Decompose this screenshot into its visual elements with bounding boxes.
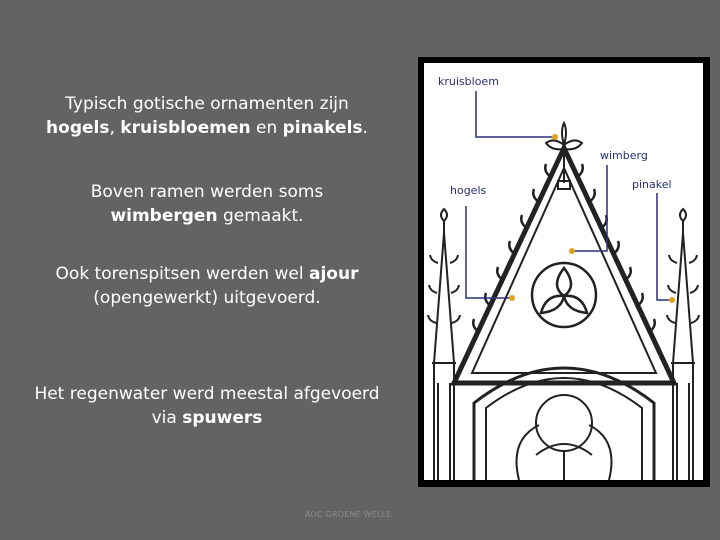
paragraph-wimbergen xyxy=(22,180,392,228)
leader-pinakel xyxy=(657,193,672,300)
gothic-ornament-figure xyxy=(418,57,710,487)
trefoil xyxy=(532,263,596,327)
paragraph-ajour xyxy=(22,262,392,310)
paragraph-ornaments xyxy=(22,92,392,140)
leader-hogels xyxy=(466,206,512,298)
label-kruisbloem: kruisbloem xyxy=(438,75,499,88)
leader-kruisbloem xyxy=(476,91,555,137)
text: en xyxy=(250,118,283,138)
footer-label: AOC GROENE WELLE xyxy=(305,510,392,519)
text: . xyxy=(362,118,368,138)
paragraph-spuwers xyxy=(22,382,392,430)
text: Het regenwater werd meestal afgevoerd via xyxy=(34,384,380,428)
term-wimbergen: wimbergen xyxy=(110,206,218,226)
label-pinakel: pinakel xyxy=(632,178,672,191)
text: gemaakt. xyxy=(217,206,304,226)
left-pinnacle xyxy=(428,209,460,480)
term-ajour: ajour xyxy=(308,264,359,284)
gothic-drawing xyxy=(424,63,703,480)
text: (opengewerkt) uitgevoerd. xyxy=(93,288,321,308)
text: Typisch gotische ornamenten zijn xyxy=(65,94,349,114)
label-hogels: hogels xyxy=(450,184,487,197)
right-pinnacle xyxy=(667,209,699,480)
text: Ook torenspitsen werden wel xyxy=(55,264,309,284)
term-spuwers: spuwers xyxy=(182,408,263,428)
label-wimberg: wimberg xyxy=(600,149,648,162)
term-hogels: hogels xyxy=(46,118,110,138)
text: , xyxy=(109,118,121,138)
text: Boven ramen werden soms xyxy=(90,182,324,202)
gable-inner-outline xyxy=(472,168,656,373)
term-pinakels: pinakels xyxy=(282,118,363,138)
term-kruisbloemen: kruisbloemen xyxy=(120,118,251,138)
figure-canvas xyxy=(424,63,703,480)
